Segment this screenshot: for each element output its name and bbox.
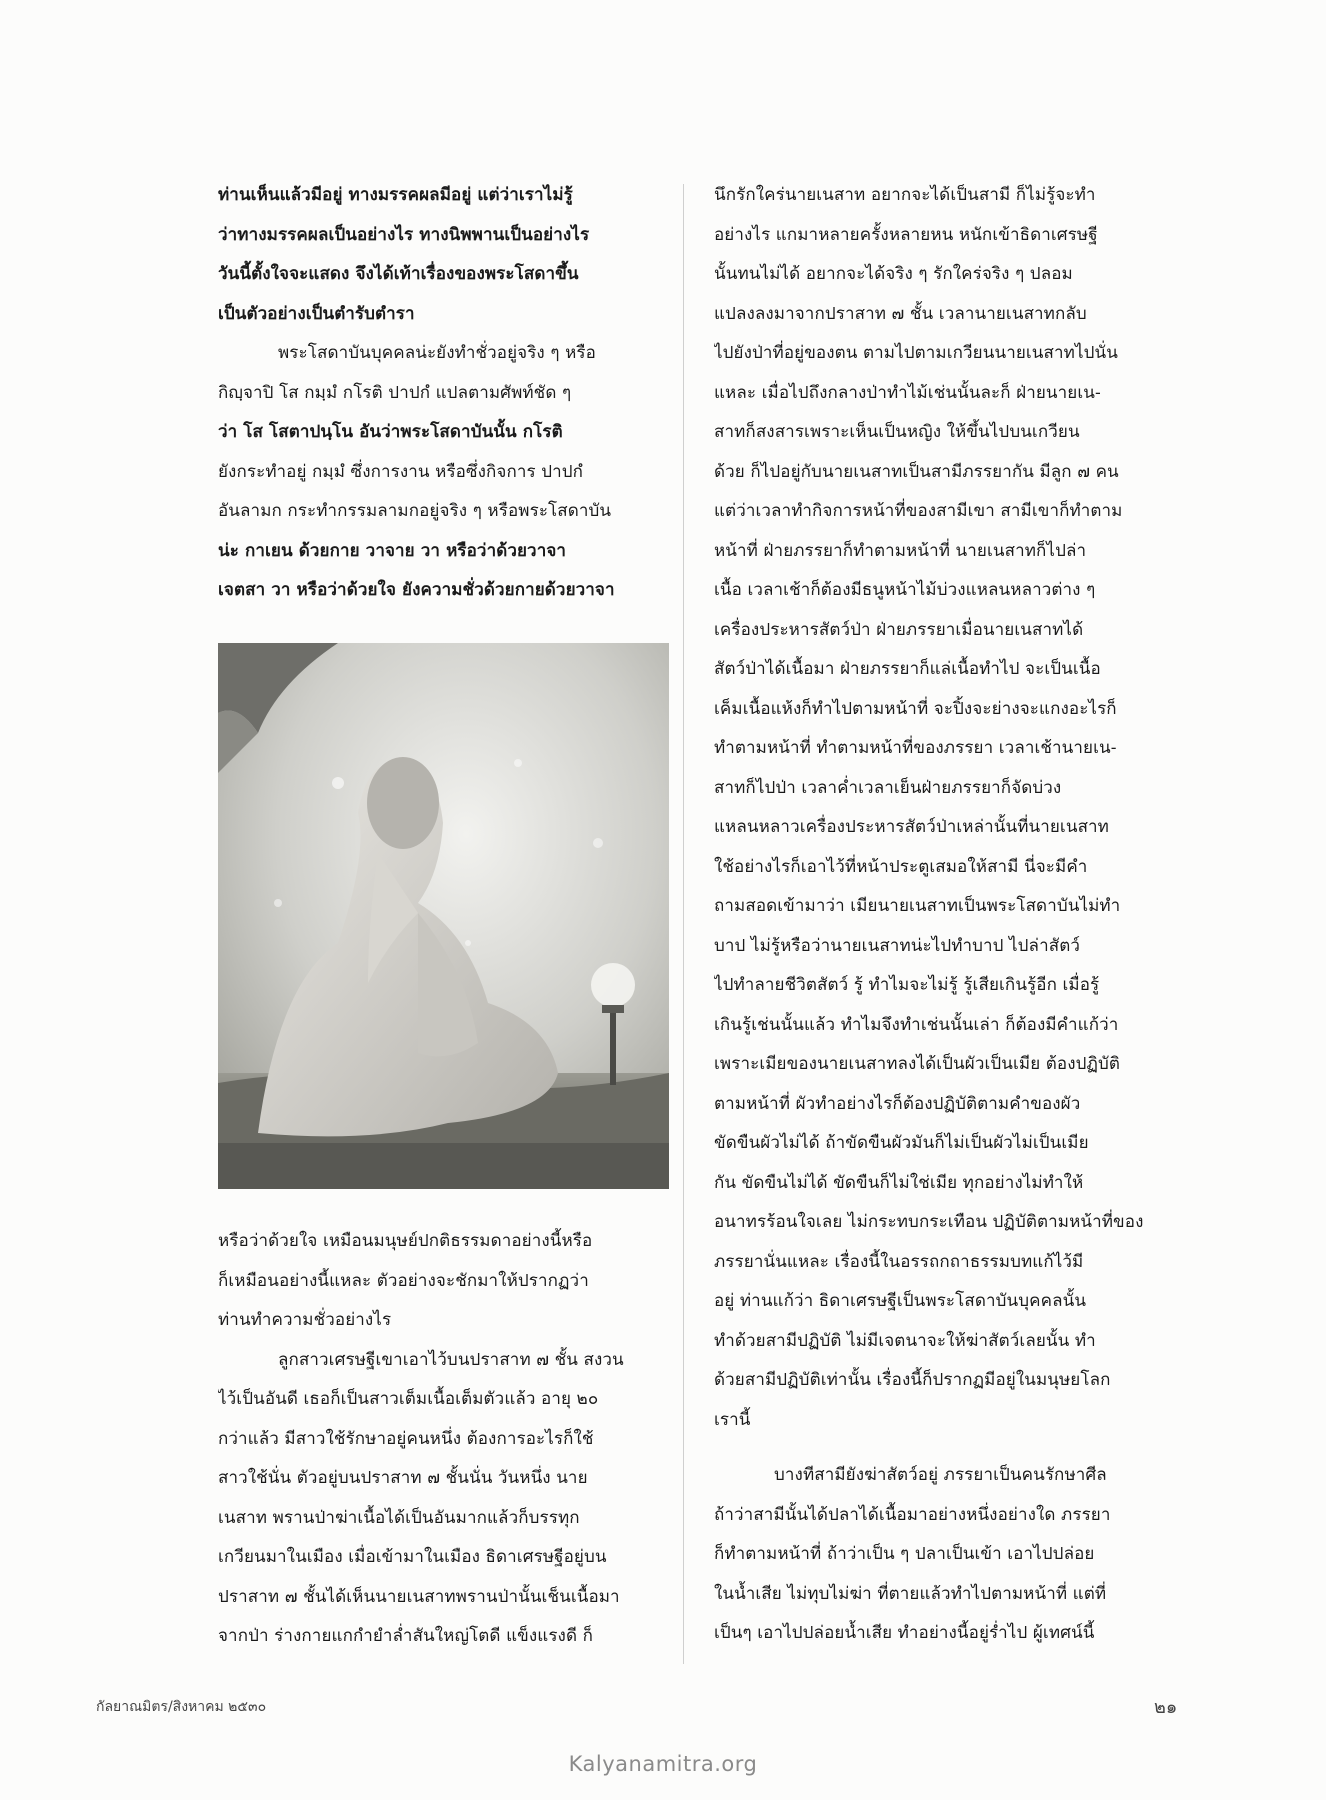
text-line: เรานี้ [714,1409,751,1430]
text-line: ท่านทำความชั่วอย่างไร [218,1310,392,1330]
text-line: แหลนหลาวเครื่องประหารสัตว์ป่าเหล่านั้นที่นายเนสาท [714,817,1109,837]
text-line: ถ้าว่าสามีนั้นได้ปลาได้เนื้อมาอย่างหนึ่งอย่างใด ภรรยา [714,1504,1111,1525]
text-line: จากป่า ร่างกายแกกำยำล่ำสันใหญ่โตดี แข็งแรงดี ก็ [218,1626,593,1646]
text-line: เป็นๆ เอาไปปล่อยน้ำเสีย ทำอย่างนี้อยู่ร่ำไป ผู้เทศน์นี้ [714,1623,1095,1643]
text-line: ด้วยสามีปฏิบัติเท่านั้น เรื่องนี้ก็ปรากฏมีอยู่ในมนุษยโลก [714,1370,1111,1390]
text-line: บางทีสามียังฆ่าสัตว์อยู่ ภรรยาเป็นคนรักษาศีล [774,1465,1107,1485]
text-line: ไว้เป็นอันดี เธอก็เป็นสาวเต็มเนื้อเต็มตัวแล้ว อายุ ๒๐ [218,1389,599,1409]
text-line: ว่า โส โสตาปนฺโน อันว่าพระโสดาบันนั้น กโรติ [218,422,563,442]
text-line: เกวียนมาในเมือง เมื่อเข้ามาในเมือง ธิดาเศรษฐีอยู่บน [218,1547,607,1567]
text-line: กว่าแล้ว มีสาวใช้รักษาอยู่คนหนึ่ง ต้องการอะไรก็ใช้ [218,1428,594,1449]
text-line: ทำด้วยสามีปฏิบัติ ไม่มีเจตนาจะให้ฆ่าสัตว์เลยนั้น ทำ [714,1330,1096,1351]
text-line: กัน ขัดขืนไม่ได้ ขัดขืนก็ไม่ใช่เมีย ทุกอย่างไม่ทำให้ [714,1172,1084,1193]
right-column [714,176,1154,1654]
text-line: หน้าที่ ฝ่ายภรรยาก็ทำตามหน้าที่ นายเนสาทก็ไปล่า [714,540,1087,561]
text-line: ไปยังป่าที่อยู่ของตน ตามไปตามเกวียนนายเนสาทไปนั่น [714,343,1118,363]
watermark: Kalyanamitra.org [568,1752,758,1776]
text-line: พระโสดาบันบุคคลน่ะยังทำชั่วอยู่จริง ๆ หรือ [278,343,596,363]
text-line: ก็เหมือนอย่างนี้แหละ ตัวอย่างจะชักมาให้ปรากฏว่า [218,1270,589,1291]
text-line: ภรรยานั่นแหละ เรื่องนี้ในอรรถกถาธรรมบทแก้ไว้มี [714,1251,1084,1272]
text-line: เนสาท พรานป่าฆ่าเนื้อได้เป็นอันมากแล้วก็บรรทุก [218,1507,580,1528]
text-line: สาทก็ไปป่า เวลาค่ำเวลาเย็นฝ่ายภรรยาก็จัดบ่วง [714,777,1062,798]
text-line: ยังกระทำอยู่ กมฺมํ ซึ่งการงาน หรือซึ่งกิจการ ปาปกํ [218,461,584,482]
text-line: ปราสาท ๗ ชั้นได้เห็นนายเนสาทพรานป่านั้นเช็นเนื้อมา [218,1586,620,1607]
column-divider [683,184,684,1664]
text-line: แปลงลงมาจากปราสาท ๗ ชั้น เวลานายเนสาทกลับ [714,303,1087,324]
text-line: อยู่ ท่านแก้ว่า ธิดาเศรษฐีเป็นพระโสดาบันบุคคลนั้น [714,1291,1087,1311]
text-line: อันลามก กระทำกรรมลามกอยู่จริง ๆ หรือพระโสดาบัน [218,501,612,521]
text-line: ตามหน้าที่ ผัวทำอย่างไรก็ต้องปฏิบัติตามคำของผัว [714,1093,1081,1114]
text-line: ก็ทำตามหน้าที่ ถ้าว่าเป็น ๆ ปลาเป็นเข้า เอาไปปล่อย [714,1544,1095,1564]
text-line: เครื่องประหารสัตว์ป่า ฝ่ายภรรยาเมื่อนายเนสาทได้ [714,619,1084,640]
text-line: ใช้อย่างไรก็เอาไว้ที่หน้าประตูเสมอให้สามี นี่จะมีคำ [714,856,1088,877]
text-line: เนื้อ เวลาเช้าก็ต้องมีธนูหน้าไม้บ่วงแหลนหลาวต่าง ๆ [714,580,1096,600]
text-line: ในน้ำเสีย ไม่ทุบไม่ฆ่า ที่ตายแล้วทำไปตามหน้าที่ แต่ที่ [714,1583,1107,1604]
monk-photo [218,643,669,1189]
text-line: ถามสอดเข้ามาว่า เมียนายเนสาทเป็นพระโสดาบันไม่ทำ [714,896,1121,916]
text-line: นั้นทนไม่ได้ อยากจะได้จริง ๆ รักใคร่จริง ๆ ปลอม [714,264,1073,284]
text-line: ทำตามหน้าที่ ทำตามหน้าที่ของภรรยา เวลาเช้านายเน- [714,738,1117,758]
text-line: ไปทำลายชีวิตสัตว์ รู้ ทำไมจะไม่รู้ รู้เสียเกินรู้อีก เมื่อรู้ [714,975,1100,995]
text-line: อย่างไร แกมาหลายครั้งหลายหน หนักเข้าธิดาเศรษฐี [714,224,1098,245]
text-line: ขัดขืนผัวไม่ได้ ถ้าขัดขืนผัวมันก็ไม่เป็นผัวไม่เป็นเมีย [714,1133,1089,1153]
text-line: สัตว์ป่าได้เนื้อมา ฝ่ายภรรยาก็แล่เนื้อทำไป จะเป็นเนื้อ [714,659,1101,679]
left-column-bottom [218,1222,654,1657]
text-line: สาทก็สงสารเพราะเห็นเป็นหญิง ให้ขึ้นไปบนเกวียน [714,422,1080,442]
text-line: บาป ไม่รู้หรือว่านายเนสาทน่ะไปทำบาป ไปล่าสัตว์ [714,935,1080,956]
text-line: ว่าทางมรรคผลเป็นอย่างไร ทางนิพพานเป็นอย่างไร [218,224,590,245]
text-line: ท่านเห็นแล้วมีอยู่ ทางมรรคผลมีอยู่ แต่ว่าเราไม่รู้ [218,185,573,205]
text-line: วันนี้ตั้งใจจะแสดง จึงได้เท้าเรื่องของพระโสดาขึ้น [218,264,579,284]
text-line: สาวใช้นั่น ตัวอยู่บนปราสาท ๗ ชั้นนั่น วันหนึ่ง นาย [218,1468,588,1488]
text-line: นึกรักใคร่นายเนสาท อยากจะได้เป็นสามี ก็ไม่รู้จะทำ [714,185,1096,205]
text-line: เจตสา วา หรือว่าด้วยใจ ยังความชั่วด้วยกายด้วยวาจา [218,580,615,600]
text-line: อนาทรร้อนใจเลย ไม่กระทบกระเทือน ปฏิบัติตามหน้าที่ของ [714,1212,1144,1232]
left-column-top [218,176,654,611]
text-line: เค็มเนื้อแห้งก็ทำไปตามหน้าที่ จะปิ้งจะย่างจะแกงอะไรก็ [714,698,1117,719]
text-line: เป็นตัวอย่างเป็นตำรับตำรา [218,303,415,324]
text-line: ลูกสาวเศรษฐีเขาเอาไว้บนปราสาท ๗ ชั้น สงวน [278,1349,624,1370]
text-line: ด้วย ก็ไปอยู่กับนายเนสาทเป็นสามีภรรยากัน มีลูก ๗ คน [714,461,1119,482]
text-line: กิญฺจาปิ โส กมฺมํ กโรติ ปาปกํ แปลตามศัพท์ชัด ๆ [218,382,572,403]
page-number: ๒๑ [1154,1697,1178,1718]
text-line: แต่ว่าเวลาทำกิจการหน้าที่ของสามีเขา สามีเขาก็ทำตาม [714,501,1123,521]
text-line: หรือว่าด้วยใจ เหมือนมนุษย์ปกติธรรมดาอย่างนี้หรือ [218,1231,593,1251]
text-line: น่ะ กาเยน ด้วยกาย วาจาย วา หรือว่าด้วยวาจา [218,540,567,561]
text-line: แหละ เมื่อไปถึงกลางป่าทำไม้เช่นนั้นละก็ ฝ่ายนายเน- [714,382,1101,403]
footer-issue: กัลยาณมิตร/สิงหาคม ๒๕๓๐ [96,1699,267,1715]
text-line: เพราะเมียของนายเนสาทลงได้เป็นผัวเป็นเมีย ต้องปฏิบัติ [714,1054,1121,1074]
text-line: เกินรู้เช่นนั้นแล้ว ทำไมจึงทำเช่นนั้นเล่า ก็ต้องมีคำแก้ว่า [714,1014,1119,1035]
seated-monk-meditating-photo-icon [218,643,669,1189]
